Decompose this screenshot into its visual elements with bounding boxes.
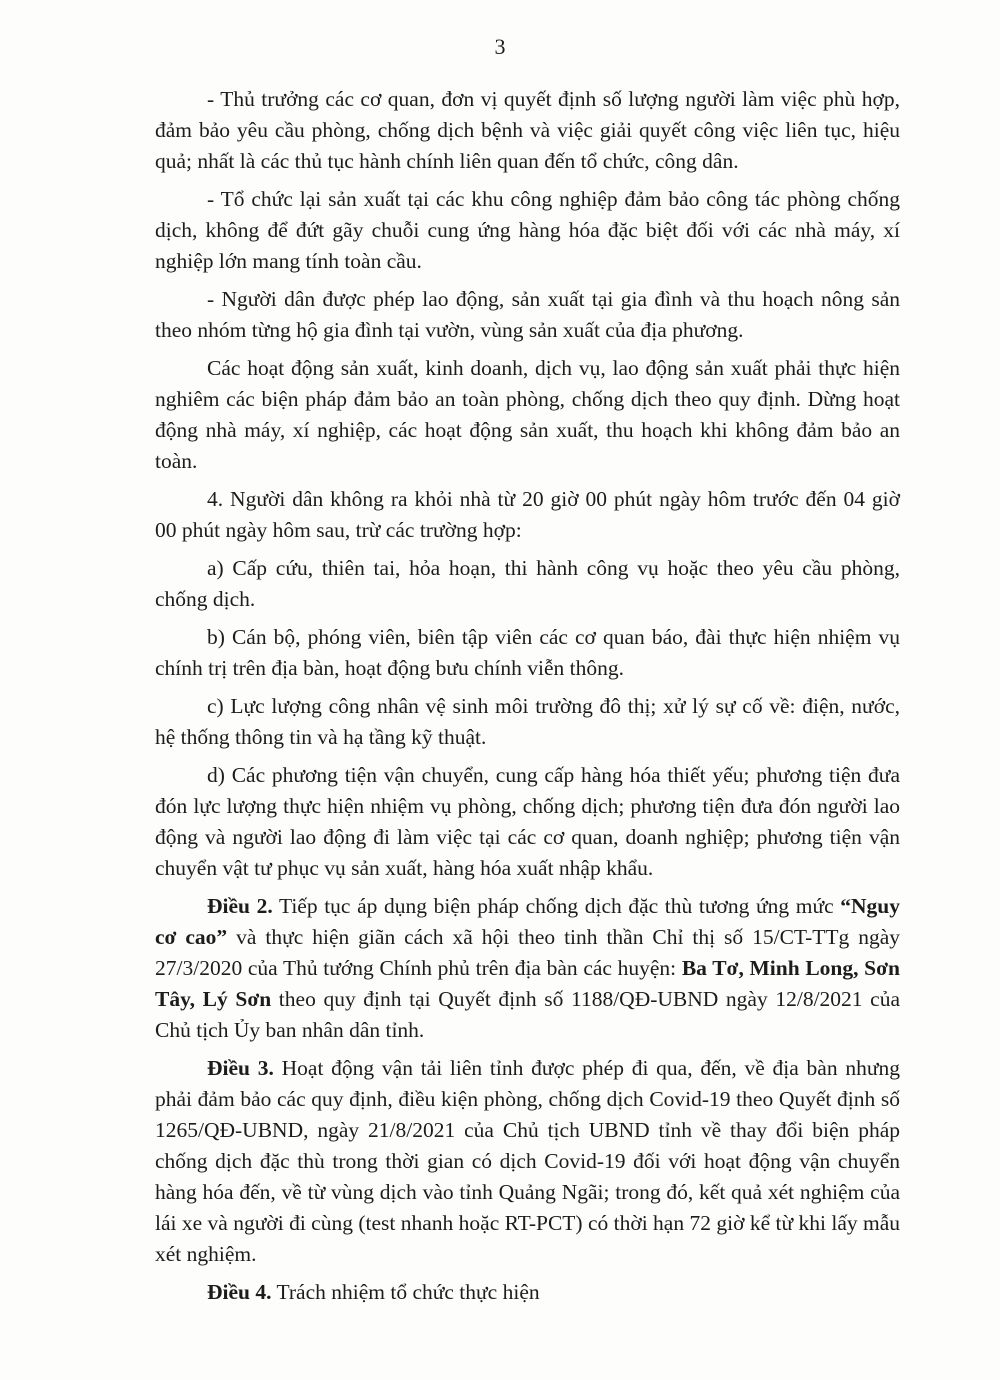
article-2-text-2: và thực hiện giãn cách xã hội theo tinh thần Chỉ thị số 15/CT-TTg ngày 27/3/2020 của Thủ tướng Chính phủ trên địa bàn các huyện: xyxy=(155,925,900,980)
article-2-districts: Ba Tơ, Minh Long, Sơn Tây, Lý Sơn xyxy=(155,956,900,1011)
article-2-text-1: Tiếp tục áp dụng biện pháp chống dịch đặc thù tương ứng mức xyxy=(272,894,841,918)
article-2-risk-level: “Nguy cơ cao” xyxy=(155,894,900,949)
article-4-text: Trách nhiệm tổ chức thực hiện xyxy=(271,1280,540,1304)
paragraph-business-activities: Các hoạt động sản xuất, kinh doanh, dịch vụ, lao động sản xuất phải thực hiện nghiêm các biện pháp đảm bảo an toàn phòng, chống dịch theo quy định. Dừng hoạt động nhà máy, xí nghiệp, các hoạt động sản xuất, thu hoạch khi không đảm bảo an toàn. xyxy=(155,356,900,473)
document-body xyxy=(155,84,900,1315)
paragraph-exception-b: b) Cán bộ, phóng viên, biên tập viên các cơ quan báo, đài thực hiện nhiệm vụ chính trị trên địa bàn, hoạt động bưu chính viễn thông. xyxy=(155,625,900,680)
article-2-text-3: theo quy định tại Quyết định số 1188/QĐ-UBND ngày 12/8/2021 của Chủ tịch Ủy ban nhân dân tỉnh. xyxy=(155,987,900,1042)
paragraph-exception-a: a) Cấp cứu, thiên tai, hỏa hoạn, thi hành công vụ hoặc theo yêu cầu phòng, chống dịch. xyxy=(155,556,900,611)
article-3 xyxy=(155,1053,900,1270)
article-3-label: Điều 3. xyxy=(207,1056,274,1080)
paragraph-agency-heads: - Thủ trưởng các cơ quan, đơn vị quyết định số lượng người làm việc phù hợp, đảm bảo yêu cầu phòng, chống dịch bệnh và việc giải quyết công việc liên tục, hiệu quả; nhất là các thủ tục hành chính liên quan đến tổ chức, công dân. xyxy=(155,87,900,173)
article-3-text: Hoạt động vận tải liên tỉnh được phép đi qua, đến, về địa bàn nhưng phải đảm bảo các quy định, điều kiện phòng, chống dịch Covid-19 theo Quyết định số 1265/QĐ-UBND, ngày 21/8/2021 của Chủ tịch UBND tỉnh về thay đổi biện pháp chống dịch đặc thù trong thời gian có dịch Covid-19 đối với hoạt động vận chuyển hàng hóa đến, về từ vùng dịch vào tỉnh Quảng Ngãi; trong đó, kết quả xét nghiệm của lái xe và người đi cùng (test nhanh hoặc RT-PCT) có thời hạn 72 giờ kể từ khi lấy mẫu xét nghiệm. xyxy=(155,1056,900,1266)
paragraph-exception-c: c) Lực lượng công nhân vệ sinh môi trường đô thị; xử lý sự cố về: điện, nước, hệ thống thông tin và hạ tầng kỹ thuật. xyxy=(155,694,900,749)
paragraph-industrial-zones: - Tổ chức lại sản xuất tại các khu công nghiệp đảm bảo công tác phòng chống dịch, không để đứt gãy chuỗi cung ứng hàng hóa đặc biệt đối với các nhà máy, xí nghiệp lớn mang tính toàn cầu. xyxy=(155,187,900,273)
article-2 xyxy=(155,891,900,1046)
article-4 xyxy=(155,1277,900,1308)
page-number: 3 xyxy=(494,34,506,59)
article-2-label: Điều 2. xyxy=(207,894,273,918)
paragraph-household-farming: - Người dân được phép lao động, sản xuất tại gia đình và thu hoạch nông sản theo nhóm từng hộ gia đình tại vườn, vùng sản xuất của địa phương. xyxy=(155,287,900,342)
paragraph-exception-d: d) Các phương tiện vận chuyển, cung cấp hàng hóa thiết yếu; phương tiện đưa đón lực lượng thực hiện nhiệm vụ phòng, chống dịch; phương tiện đưa đón người lao động và người lao động đi làm việc tại các cơ quan, doanh nghiệp; phương tiện vận chuyển vật tư phục vụ sản xuất, hàng hóa xuất nhập khẩu. xyxy=(155,763,900,880)
paragraph-curfew: 4. Người dân không ra khỏi nhà từ 20 giờ 00 phút ngày hôm trước đến 04 giờ 00 phút ngày hôm sau, trừ các trường hợp: xyxy=(155,487,900,542)
article-4-label: Điều 4. xyxy=(207,1280,272,1304)
